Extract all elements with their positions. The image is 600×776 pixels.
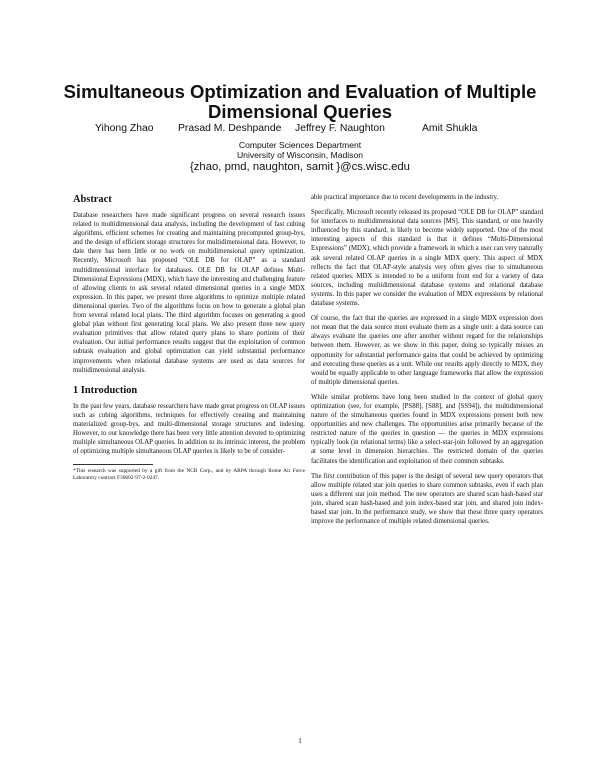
author-name: Prasad M. Deshpande [178, 123, 282, 134]
body-paragraph: While similar problems have long been studied in the context of global query optimization (see, for example, [PS88], [S88], and [SS94]), the multidimensional nature of the simultaneous queries found in MDX expressions present both new opportunities and new challenges. The opportunities arise primarily because of the restricted nature of the queries in question — the queries in MDX expressions typically look (in relational terms) like a select-star-join followed by an aggregation at some level in dimension hierarchies. The restricted domain of the queries facilitates the identification and exploitation of their common subtasks. [311, 393, 543, 465]
abstract-heading: Abstract [73, 194, 112, 205]
introduction-paragraph: In the past few years, database researchers have made great progress on OLAP issues such as cubing algorithms, techniques for effectively creating and maintaining materialized group-bys, and multi-dimensional storage structures and indexing. However, to our knowledge there has been very little attention devoted to optimizing multiple simultaneous OLAP queries. In addition to its intrinsic interest, the problem of optimizing multiple simultaneous OLAP queries is likely to be of consider- [73, 402, 305, 456]
author-name: Jeffrey F. Naughton [295, 123, 385, 134]
body-paragraph: Of course, the fact that the queries are expressed in a single MDX expression does not mean that the data source must evaluate them as a single unit: a data source can always evaluate the queries one after another without regard for the relationships between them. However, as we show in this paper, doing so typically misses an opportunity for substantial performance gains that could be achieved by optimizing and executing these queries as a unit. While our results apply directly to MDX, they would be equally applicable to other language frameworks that allow the expression of multiple dimensional queries. [311, 315, 543, 386]
paper-title: Simultaneous Optimization and Evaluation of Multiple Dimensional Queries [63, 81, 537, 122]
footnote: *This research was supported by a gift from the NCR Corp., and by ARPA through Rome Air Force Laboratory contract F30602-97-2-0247. [73, 468, 305, 481]
left-column [73, 193, 305, 481]
author-name: Amit Shukla [422, 123, 478, 134]
affiliation-department: Computer Sciences Department [238, 140, 362, 150]
footnote-divider [73, 464, 153, 465]
abstract-text: Database researchers have made significant progress on several research issues related to multidimensional data analysis, including the development of fast cubing algorithms, efficient schemes for creating and maintaining precomputed group-bys, and the design of efficient storage structures for multidimensional data. However, to date there has been little or no work on multidimensional query optimization. Recently, Microsoft has proposed “OLE DB for OLAP” as a standard multidimensional interface for databases. OLE DB for OLAP defines Multi-Dimensional Expressions (MDX), which have the interesting and challenging feature of allowing clients to ask several related dimensional queries in a single MDX expression. In this paper, we present three algorithms to optimize multiple related dimensional queries. Two of the algorithms focus on how to generate a global plan from several related local plans. The third algorithm focuses on generating a good global plan without first generating local plans. We also present three new query evaluation primitives that allow related query plans to share portions of their evaluation. Our initial performance results suggest that the exploitation of common subtask evaluation and global optimization can yield substantial performance improvements when relational database systems are used as data sources for multidimensional analysis. [73, 212, 305, 374]
author-emails: {zhao, pmd, naughton, samit }@cs.wisc.edu [190, 161, 410, 173]
introduction-heading: 1 Introduction [73, 384, 138, 396]
page-number: 1 [298, 736, 302, 745]
body-paragraph: Specifically, Microsoft recently released its proposed “OLE DB for OLAP” standard for interfaces to multidimensional data sources [MS]. This standard, or one heavily influenced by this standard, is likely to become widely supported. One of the most interesting aspects of this standard is that it defines “Multi-Dimensional Expressions” (MDX), which provide a framework in which a user can very naturally ask several related OLAP queries in a single MDX query. This aspect of MDX reflects the fact that OLAP-style analysis very often gives rise to simultaneous related queries. MDX is intended to be a uniform front end for a variety of data sources, including multidimensional database systems and relational database systems. In this paper we consider the evaluation of MDX expressions by relational database systems. [311, 209, 543, 308]
body-paragraph: able practical importance due to recent developments in the industry. [311, 194, 499, 201]
affiliation-university: University of Wisconsin, Madison [236, 150, 364, 160]
author-name: Yihong Zhao [95, 123, 154, 134]
body-paragraph: The first contribution of this paper is the design of several new query operators that allow multiple related star join queries to share common subtasks, even if each plan uses a different star join method. The new operators are shared scan hash-based star join, shared scan hash-based and join index-based star join, and shared join index-based star join. In the performance study, we show that these three query operators improve the performance of multiple related dimensional queries. [311, 472, 543, 526]
right-column [311, 193, 543, 532]
affiliation [100, 140, 500, 160]
